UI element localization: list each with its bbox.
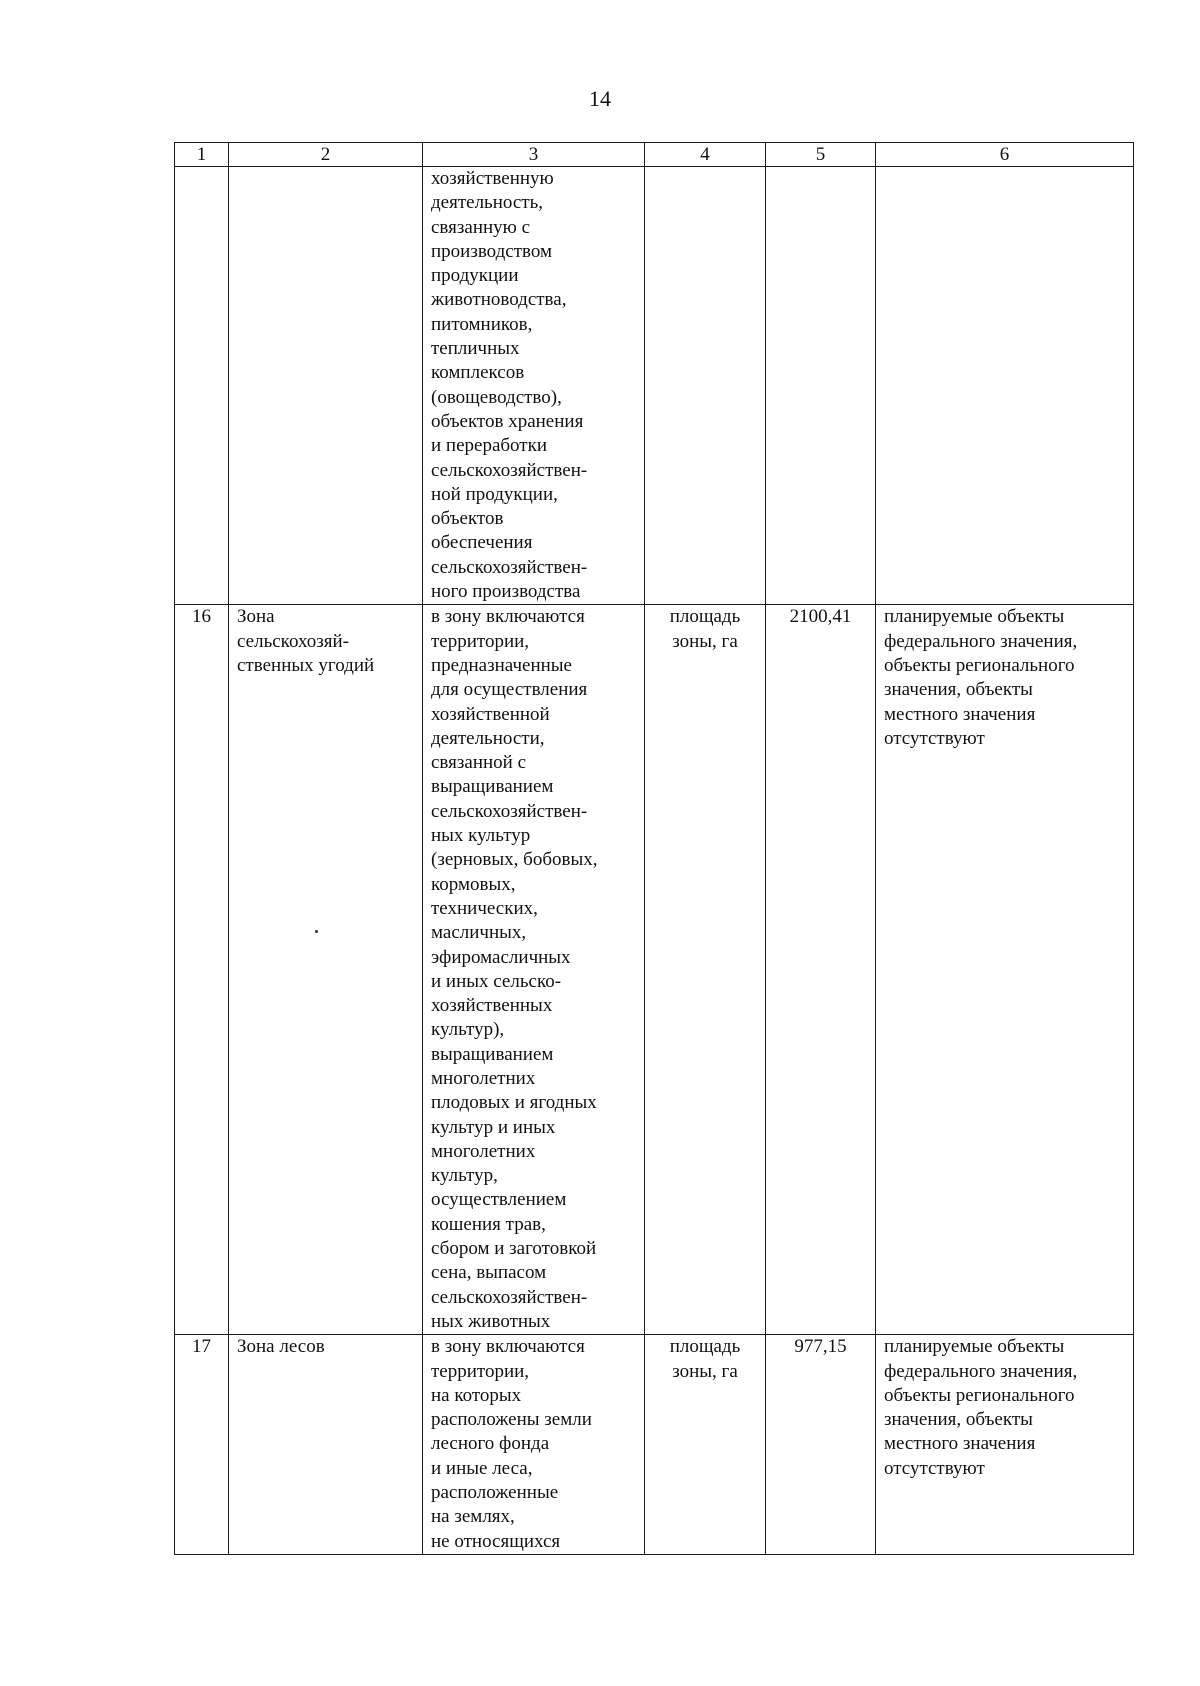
table-row-continuation bbox=[175, 167, 1134, 605]
cell-objects bbox=[876, 167, 1134, 605]
column-header-1: 1 bbox=[175, 143, 229, 167]
cell-description: хозяйственную деятельность, связанную с производством продукции животноводства, питомников, тепличных комплексов (овощеводство), объектов хранения и переработки сельскохозяйствен- ной продукции, объектов обеспечения сельскохозяйствен- ного производства bbox=[423, 167, 645, 605]
cell-value: 977,15 bbox=[766, 1335, 876, 1555]
table-row bbox=[175, 1335, 1134, 1555]
cell-description: в зону включаются территории, предназначенные для осуществления хозяйственной деятельности, связанной с выращиванием сельскохозяйствен- ных культур (зерновых, бобовых, кормовых, технических, масличных, эфиромасличных и иных сельско- хозяйственных культур), выращиванием многолетних плодовых и ягодных культур и иных многолетних культур, осуществлением кошения трав, сбором и заготовкой сена, выпасом сельскохозяйствен- ных животных bbox=[423, 605, 645, 1335]
column-header-2: 2 bbox=[229, 143, 423, 167]
table-header-row bbox=[175, 143, 1134, 167]
column-header-6: 6 bbox=[876, 143, 1134, 167]
column-header-5: 5 bbox=[766, 143, 876, 167]
cell-objects: планируемые объекты федерального значения, объекты регионального значения, объекты местного значения отсутствуют bbox=[876, 1335, 1134, 1555]
column-header-3: 3 bbox=[423, 143, 645, 167]
cell-value: 2100,41 bbox=[766, 605, 876, 1335]
cell-value bbox=[766, 167, 876, 605]
cell-indicator: площадь зоны, га bbox=[645, 1335, 766, 1555]
cell-indicator: площадь зоны, га bbox=[645, 605, 766, 1335]
page-number: 14 bbox=[589, 86, 611, 111]
cell-num bbox=[175, 167, 229, 605]
cell-num: 17 bbox=[175, 1335, 229, 1555]
cell-zone bbox=[229, 167, 423, 605]
cell-description: в зону включаются территории, на которых расположены земли лесного фонда и иные леса, расположенные на землях, не относящихся bbox=[423, 1335, 645, 1555]
column-header-4: 4 bbox=[645, 143, 766, 167]
cell-indicator bbox=[645, 167, 766, 605]
cell-zone: Зона лесов bbox=[229, 1335, 423, 1555]
zones-table bbox=[174, 142, 1134, 1555]
cell-objects: планируемые объекты федерального значения, объекты регионального значения, объекты местного значения отсутствуют bbox=[876, 605, 1134, 1335]
cell-num: 16 bbox=[175, 605, 229, 1335]
table-row bbox=[175, 605, 1134, 1335]
scan-speck bbox=[315, 930, 318, 933]
cell-zone: Зона сельскохозяй- ственных угодий bbox=[229, 605, 423, 1335]
